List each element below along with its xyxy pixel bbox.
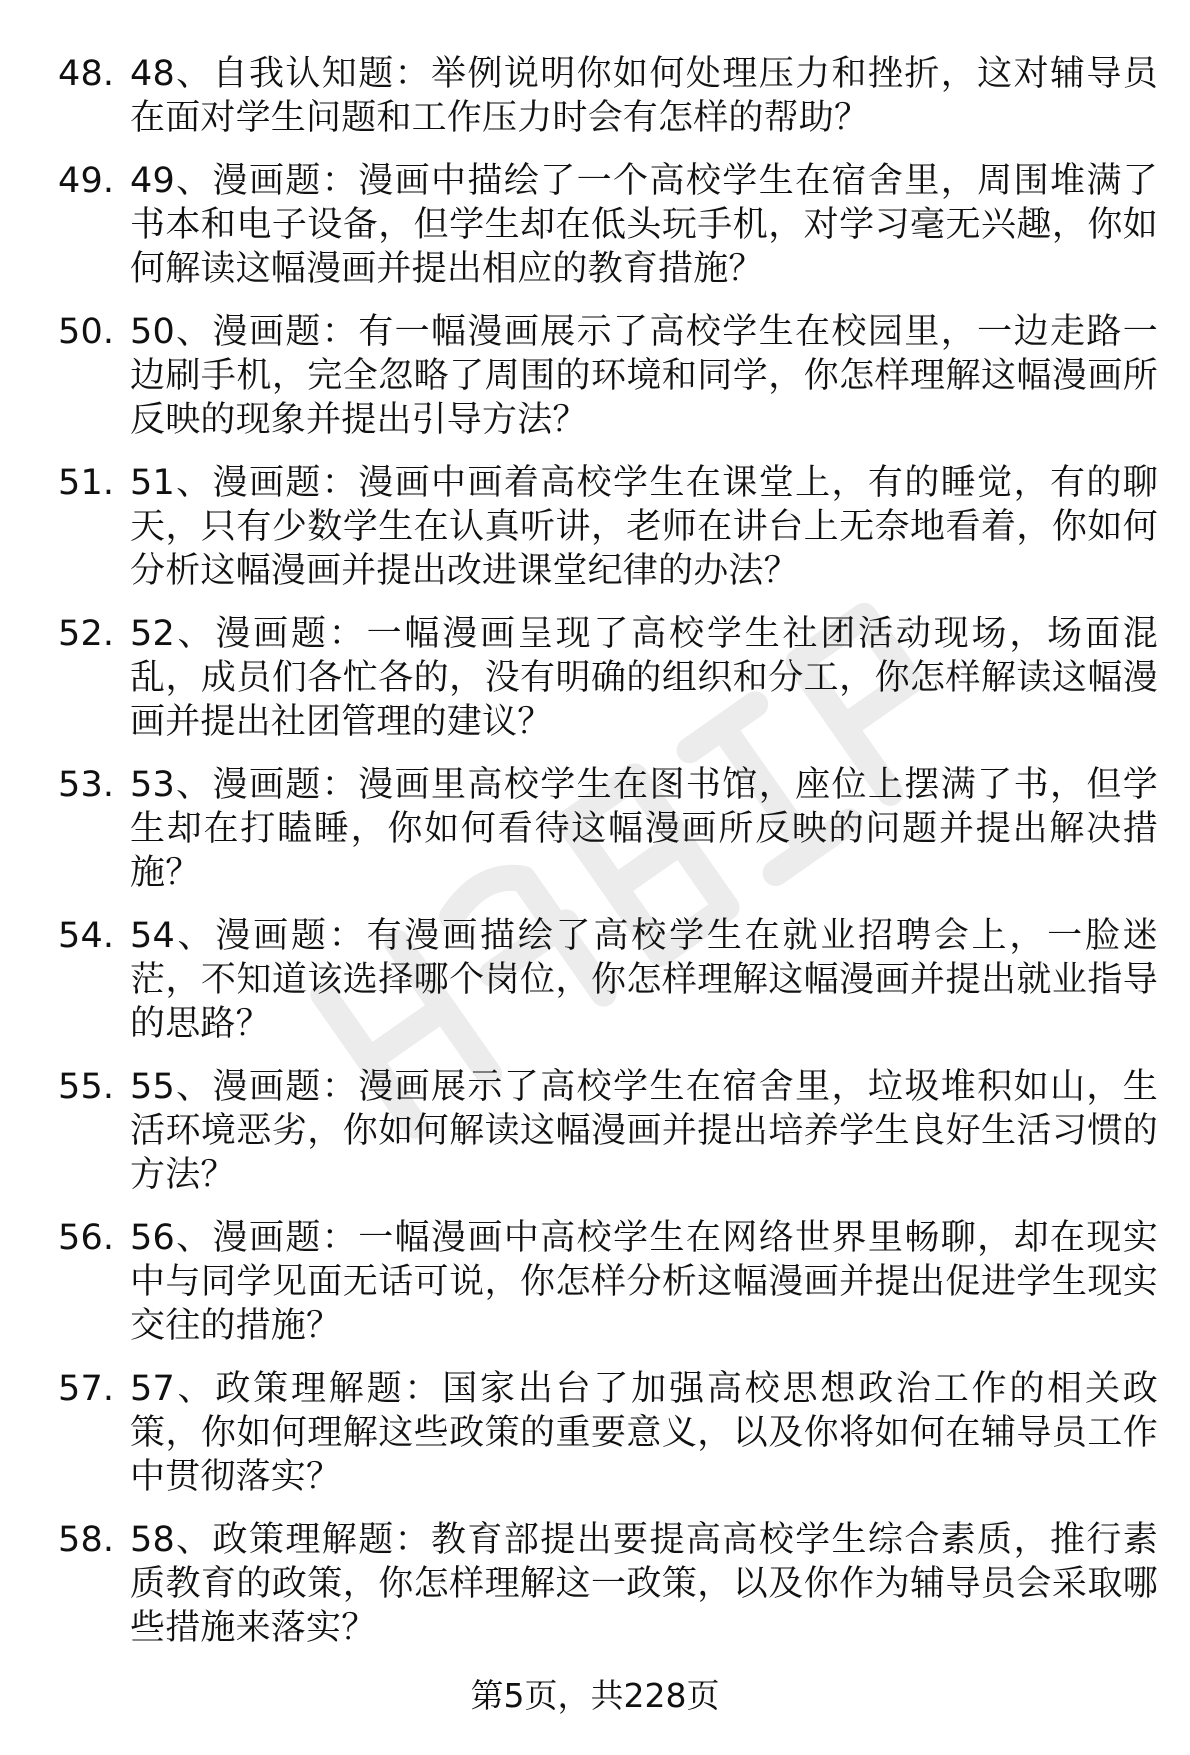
question-number: 57.: [58, 1369, 115, 1409]
question-list: [58, 52, 1158, 1669]
question-text: 48、自我认知题：举例说明你如何处理压力和挫折，这对辅导员在面对学生问题和工作压力时会有怎样的帮助？: [130, 54, 1158, 138]
question-text: 55、漫画题：漫画展示了高校学生在宿舍里，垃圾堆积如山，生活环境恶劣，你如何解读这幅漫画并提出培养学生良好生活习惯的方法？: [130, 1067, 1158, 1195]
question-text: 49、漫画题：漫画中描绘了一个高校学生在宿舍里，周围堆满了书本和电子设备，但学生却在低头玩手机，对学习毫无兴趣，你如何解读这幅漫画并提出相应的教育措施？: [130, 161, 1158, 289]
list-item: [58, 310, 1158, 442]
list-item: [58, 1065, 1158, 1197]
question-number: 52.: [58, 614, 115, 654]
question-number: 54.: [58, 916, 115, 956]
list-item: [58, 612, 1158, 744]
question-text: 52、漫画题：一幅漫画呈现了高校学生社团活动现场，场面混乱，成员们各忙各的，没有明确的组织和分工，你怎样解读这幅漫画并提出社团管理的建议？: [130, 614, 1158, 742]
question-number: 58.: [58, 1520, 115, 1560]
question-number: 48.: [58, 54, 115, 94]
question-number: 50.: [58, 312, 115, 352]
list-item: [58, 159, 1158, 291]
list-item: [58, 1518, 1158, 1650]
question-number: 53.: [58, 765, 115, 805]
question-text: 50、漫画题：有一幅漫画展示了高校学生在校园里，一边走路一边刷手机，完全忽略了周围的环境和同学，你怎样理解这幅漫画所反映的现象并提出引导方法？: [130, 312, 1158, 440]
question-text: 58、政策理解题：教育部提出要提高高校学生综合素质，推行素质教育的政策，你怎样理解这一政策，以及你作为辅导员会采取哪些措施来落实？: [130, 1520, 1158, 1648]
question-text: 51、漫画题：漫画中画着高校学生在课堂上，有的睡觉，有的聊天，只有少数学生在认真听讲，老师在讲台上无奈地看着，你如何分析这幅漫画并提出改进课堂纪律的办法？: [130, 463, 1158, 591]
list-item: [58, 52, 1158, 140]
list-item: [58, 461, 1158, 593]
page-number-footer: 第5页，共228页: [470, 1676, 720, 1715]
question-number: 51.: [58, 463, 115, 503]
question-text: 54、漫画题：有漫画描绘了高校学生在就业招聘会上，一脸迷茫，不知道该选择哪个岗位，你怎样理解这幅漫画并提出就业指导的思路？: [130, 916, 1158, 1044]
question-number: 49.: [58, 161, 115, 201]
question-number: 56.: [58, 1218, 115, 1258]
question-text: 57、政策理解题：国家出台了加强高校思想政治工作的相关政策，你如何理解这些政策的重要意义，以及你将如何在辅导员工作中贯彻落实？: [130, 1369, 1158, 1497]
list-item: [58, 1367, 1158, 1499]
list-item: [58, 1216, 1158, 1348]
list-item: [58, 914, 1158, 1046]
list-item: [58, 763, 1158, 895]
question-text: 56、漫画题：一幅漫画中高校学生在网络世界里畅聊，却在现实中与同学见面无话可说，你怎样分析这幅漫画并提出促进学生现实交往的措施？: [130, 1218, 1158, 1346]
question-text: 53、漫画题：漫画里高校学生在图书馆，座位上摆满了书，但学生却在打瞌睡，你如何看待这幅漫画所反映的问题并提出解决措施？: [130, 765, 1158, 893]
question-number: 55.: [58, 1067, 115, 1107]
